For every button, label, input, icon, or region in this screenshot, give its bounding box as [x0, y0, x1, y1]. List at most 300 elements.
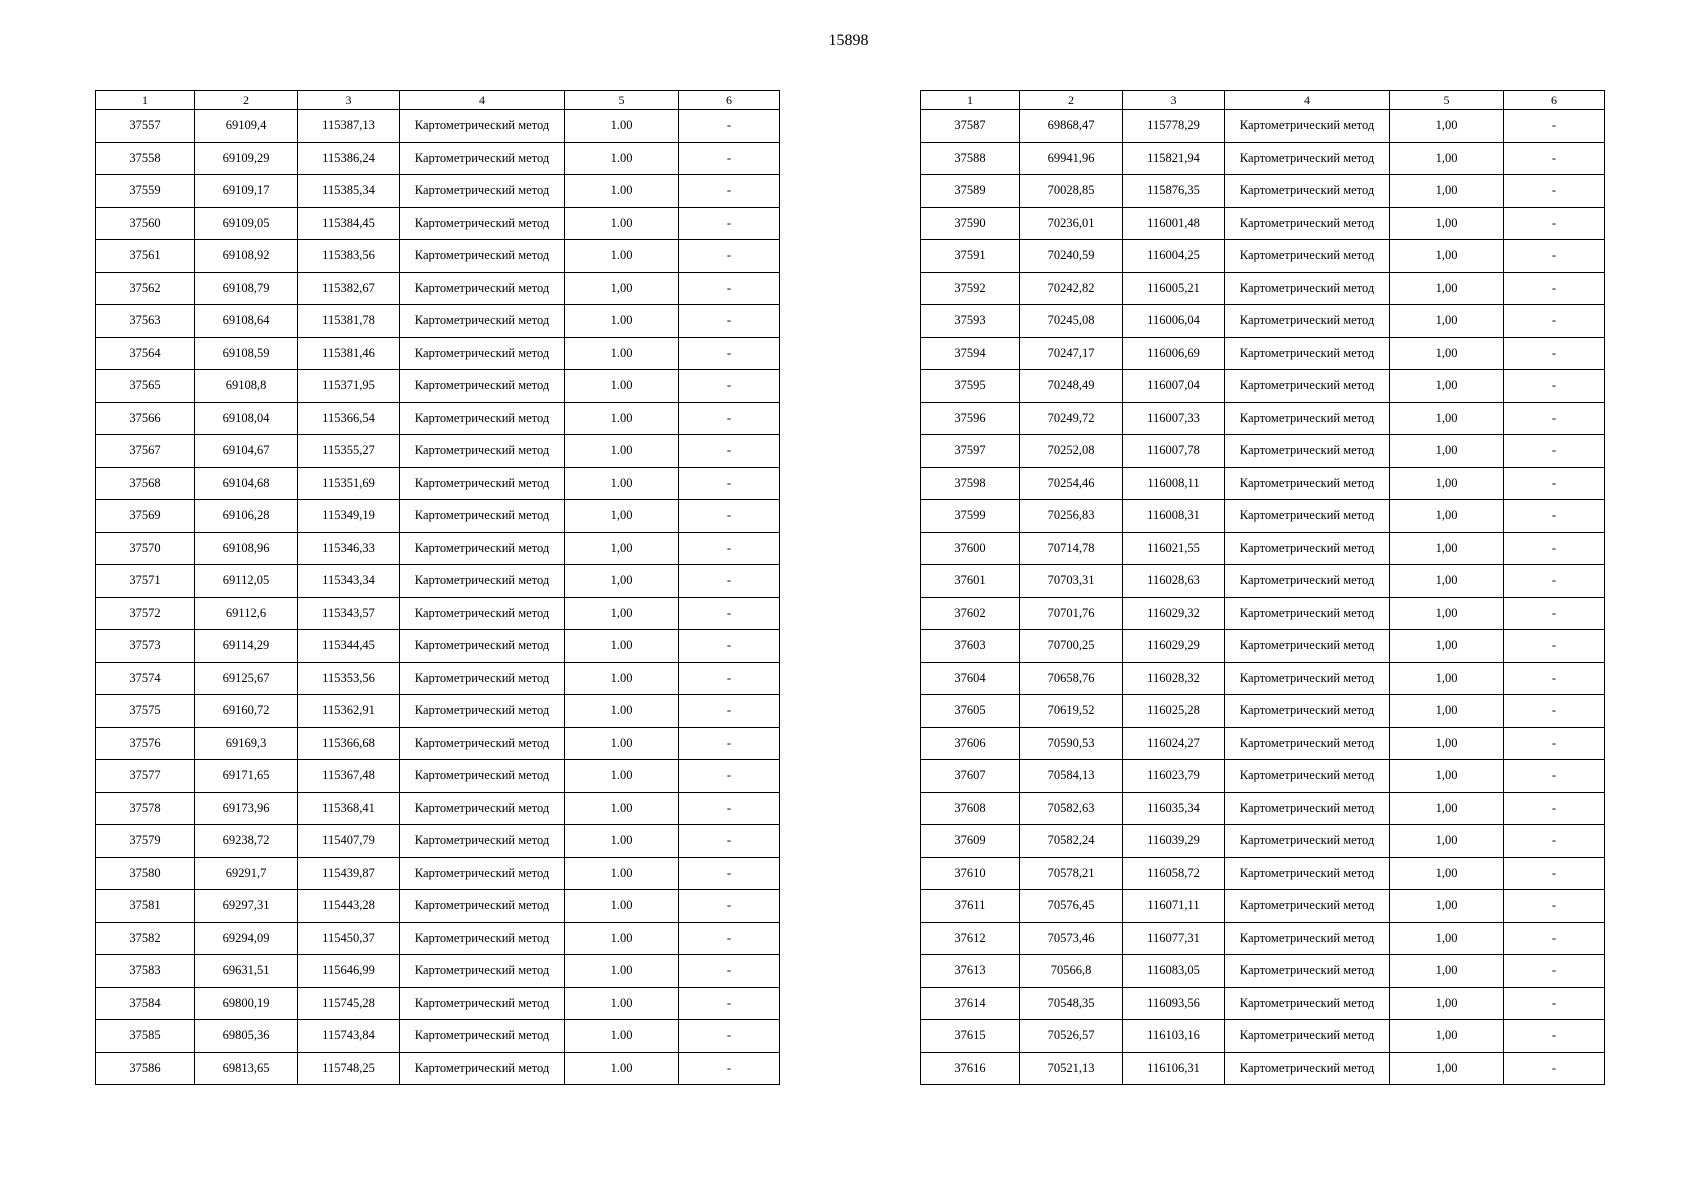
- y-coordinate-cell: 115876,35: [1123, 175, 1225, 208]
- y-coordinate-cell: 115387,13: [298, 110, 400, 143]
- point-number-cell: 37589: [921, 175, 1020, 208]
- accuracy-cell: 1.00: [565, 1052, 679, 1085]
- accuracy-cell: 1.00: [565, 890, 679, 923]
- point-number-cell: 37565: [96, 370, 195, 403]
- accuracy-cell: 1,00: [1390, 695, 1504, 728]
- accuracy-cell: 1,00: [565, 597, 679, 630]
- accuracy-cell: 1,00: [1390, 500, 1504, 533]
- table-row: [96, 175, 780, 208]
- description-cell: -: [1504, 662, 1605, 695]
- accuracy-cell: 1.00: [565, 305, 679, 338]
- method-cell: Картометрический метод: [400, 987, 565, 1020]
- description-cell: -: [1504, 597, 1605, 630]
- x-coordinate-cell: 70658,76: [1020, 662, 1123, 695]
- x-coordinate-cell: 70619,52: [1020, 695, 1123, 728]
- description-cell: -: [679, 857, 780, 890]
- accuracy-cell: 1,00: [1390, 240, 1504, 273]
- description-cell: -: [679, 597, 780, 630]
- method-cell: Картометрический метод: [400, 1052, 565, 1085]
- method-cell: Картометрический метод: [1225, 857, 1390, 890]
- x-coordinate-cell: 69108,8: [195, 370, 298, 403]
- table-row: [96, 922, 780, 955]
- accuracy-cell: 1.00: [565, 987, 679, 1020]
- description-cell: -: [679, 630, 780, 663]
- method-cell: Картометрический метод: [400, 207, 565, 240]
- x-coordinate-cell: 69112,05: [195, 565, 298, 598]
- description-cell: -: [679, 792, 780, 825]
- accuracy-cell: 1.00: [565, 662, 679, 695]
- method-cell: Картометрический метод: [400, 175, 565, 208]
- description-cell: -: [1504, 207, 1605, 240]
- y-coordinate-cell: 115343,34: [298, 565, 400, 598]
- point-number-cell: 37603: [921, 630, 1020, 663]
- coordinates-table-right: [920, 90, 1605, 1085]
- table-row: [96, 857, 780, 890]
- method-cell: Картометрический метод: [400, 402, 565, 435]
- y-coordinate-cell: 116093,56: [1123, 987, 1225, 1020]
- x-coordinate-cell: 69805,36: [195, 1020, 298, 1053]
- y-coordinate-cell: 116077,31: [1123, 922, 1225, 955]
- table-row: [96, 1052, 780, 1085]
- method-cell: Картометрический метод: [1225, 1052, 1390, 1085]
- y-coordinate-cell: 116007,78: [1123, 435, 1225, 468]
- x-coordinate-cell: 69294,09: [195, 922, 298, 955]
- point-number-cell: 37568: [96, 467, 195, 500]
- x-coordinate-cell: 70028,85: [1020, 175, 1123, 208]
- description-cell: -: [679, 467, 780, 500]
- x-coordinate-cell: 69238,72: [195, 825, 298, 858]
- description-cell: -: [679, 240, 780, 273]
- accuracy-cell: 1,00: [1390, 402, 1504, 435]
- x-coordinate-cell: 70703,31: [1020, 565, 1123, 598]
- description-cell: -: [679, 695, 780, 728]
- table-row: [921, 467, 1605, 500]
- description-cell: -: [679, 272, 780, 305]
- method-cell: Картометрический метод: [400, 630, 565, 663]
- y-coordinate-cell: 116025,28: [1123, 695, 1225, 728]
- point-number-cell: 37597: [921, 435, 1020, 468]
- point-number-cell: 37570: [96, 532, 195, 565]
- column-header: 2: [1020, 91, 1123, 110]
- point-number-cell: 37592: [921, 272, 1020, 305]
- accuracy-cell: 1,00: [1390, 337, 1504, 370]
- description-cell: -: [1504, 825, 1605, 858]
- method-cell: Картометрический метод: [1225, 175, 1390, 208]
- x-coordinate-cell: 69108,79: [195, 272, 298, 305]
- description-cell: -: [1504, 792, 1605, 825]
- y-coordinate-cell: 115346,33: [298, 532, 400, 565]
- point-number-cell: 37564: [96, 337, 195, 370]
- method-cell: Картометрический метод: [400, 890, 565, 923]
- description-cell: -: [679, 825, 780, 858]
- method-cell: Картометрический метод: [400, 760, 565, 793]
- y-coordinate-cell: 115381,46: [298, 337, 400, 370]
- description-cell: -: [679, 955, 780, 988]
- x-coordinate-cell: 69109,17: [195, 175, 298, 208]
- description-cell: -: [1504, 565, 1605, 598]
- point-number-cell: 37590: [921, 207, 1020, 240]
- method-cell: Картометрический метод: [1225, 630, 1390, 663]
- point-number-cell: 37588: [921, 142, 1020, 175]
- column-header: 5: [565, 91, 679, 110]
- table-row: [96, 305, 780, 338]
- y-coordinate-cell: 115353,56: [298, 662, 400, 695]
- table-row: [921, 110, 1605, 143]
- table-row: [921, 890, 1605, 923]
- method-cell: Картометрический метод: [400, 337, 565, 370]
- point-number-cell: 37576: [96, 727, 195, 760]
- point-number-cell: 37580: [96, 857, 195, 890]
- accuracy-cell: 1,00: [565, 272, 679, 305]
- description-cell: -: [679, 662, 780, 695]
- point-number-cell: 37600: [921, 532, 1020, 565]
- method-cell: Картометрический метод: [400, 272, 565, 305]
- y-coordinate-cell: 116024,27: [1123, 727, 1225, 760]
- x-coordinate-cell: 70247,17: [1020, 337, 1123, 370]
- method-cell: Картометрический метод: [1225, 792, 1390, 825]
- point-number-cell: 37572: [96, 597, 195, 630]
- column-header: 4: [400, 91, 565, 110]
- description-cell: -: [679, 1020, 780, 1053]
- x-coordinate-cell: 69104,67: [195, 435, 298, 468]
- accuracy-cell: 1.00: [565, 760, 679, 793]
- point-number-cell: 37561: [96, 240, 195, 273]
- accuracy-cell: 1.00: [565, 695, 679, 728]
- table-row: [921, 532, 1605, 565]
- x-coordinate-cell: 70700,25: [1020, 630, 1123, 663]
- method-cell: Картометрический метод: [400, 597, 565, 630]
- method-cell: Картометрический метод: [1225, 760, 1390, 793]
- accuracy-cell: 1,00: [1390, 922, 1504, 955]
- table-row: [96, 890, 780, 923]
- method-cell: Картометрический метод: [400, 110, 565, 143]
- y-coordinate-cell: 115821,94: [1123, 142, 1225, 175]
- accuracy-cell: 1.00: [565, 955, 679, 988]
- point-number-cell: 37615: [921, 1020, 1020, 1053]
- table-header-row: [96, 91, 780, 110]
- x-coordinate-cell: 69800,19: [195, 987, 298, 1020]
- table-row: [921, 500, 1605, 533]
- x-coordinate-cell: 70576,45: [1020, 890, 1123, 923]
- method-cell: Картометрический метод: [400, 792, 565, 825]
- x-coordinate-cell: 70249,72: [1020, 402, 1123, 435]
- x-coordinate-cell: 70248,49: [1020, 370, 1123, 403]
- accuracy-cell: 1,00: [1390, 305, 1504, 338]
- accuracy-cell: 1,00: [1390, 1020, 1504, 1053]
- method-cell: Картометрический метод: [1225, 435, 1390, 468]
- y-coordinate-cell: 116029,32: [1123, 597, 1225, 630]
- description-cell: -: [1504, 435, 1605, 468]
- description-cell: -: [679, 337, 780, 370]
- description-cell: -: [679, 110, 780, 143]
- description-cell: -: [679, 175, 780, 208]
- point-number-cell: 37559: [96, 175, 195, 208]
- x-coordinate-cell: 70582,63: [1020, 792, 1123, 825]
- method-cell: Картометрический метод: [400, 532, 565, 565]
- x-coordinate-cell: 70566,8: [1020, 955, 1123, 988]
- method-cell: Картометрический метод: [1225, 565, 1390, 598]
- y-coordinate-cell: 116071,11: [1123, 890, 1225, 923]
- column-header: 1: [96, 91, 195, 110]
- point-number-cell: 37573: [96, 630, 195, 663]
- point-number-cell: 37571: [96, 565, 195, 598]
- accuracy-cell: 1,00: [565, 532, 679, 565]
- accuracy-cell: 1,00: [1390, 207, 1504, 240]
- y-coordinate-cell: 116029,29: [1123, 630, 1225, 663]
- x-coordinate-cell: 69109,29: [195, 142, 298, 175]
- y-coordinate-cell: 115349,19: [298, 500, 400, 533]
- y-coordinate-cell: 116007,33: [1123, 402, 1225, 435]
- description-cell: -: [1504, 1020, 1605, 1053]
- y-coordinate-cell: 116005,21: [1123, 272, 1225, 305]
- point-number-cell: 37557: [96, 110, 195, 143]
- method-cell: Картометрический метод: [400, 857, 565, 890]
- table-row: [921, 727, 1605, 760]
- accuracy-cell: 1,00: [1390, 1052, 1504, 1085]
- point-number-cell: 37591: [921, 240, 1020, 273]
- point-number-cell: 37583: [96, 955, 195, 988]
- method-cell: Картометрический метод: [400, 305, 565, 338]
- table-row: [921, 337, 1605, 370]
- x-coordinate-cell: 70236,01: [1020, 207, 1123, 240]
- point-number-cell: 37601: [921, 565, 1020, 598]
- method-cell: Картометрический метод: [400, 142, 565, 175]
- point-number-cell: 37585: [96, 1020, 195, 1053]
- y-coordinate-cell: 116023,79: [1123, 760, 1225, 793]
- x-coordinate-cell: 69631,51: [195, 955, 298, 988]
- table-row: [96, 207, 780, 240]
- table-row: [96, 955, 780, 988]
- y-coordinate-cell: 116058,72: [1123, 857, 1225, 890]
- x-coordinate-cell: 69297,31: [195, 890, 298, 923]
- x-coordinate-cell: 70521,13: [1020, 1052, 1123, 1085]
- x-coordinate-cell: 70242,82: [1020, 272, 1123, 305]
- y-coordinate-cell: 116004,25: [1123, 240, 1225, 273]
- point-number-cell: 37609: [921, 825, 1020, 858]
- description-cell: -: [679, 500, 780, 533]
- y-coordinate-cell: 115383,56: [298, 240, 400, 273]
- page-number: 15898: [828, 32, 869, 49]
- point-number-cell: 37605: [921, 695, 1020, 728]
- method-cell: Картометрический метод: [1225, 467, 1390, 500]
- x-coordinate-cell: 69125,67: [195, 662, 298, 695]
- point-number-cell: 37610: [921, 857, 1020, 890]
- accuracy-cell: 1.00: [565, 240, 679, 273]
- description-cell: -: [679, 760, 780, 793]
- x-coordinate-cell: 69169,3: [195, 727, 298, 760]
- table-row: [96, 565, 780, 598]
- point-number-cell: 37578: [96, 792, 195, 825]
- accuracy-cell: 1,00: [1390, 597, 1504, 630]
- x-coordinate-cell: 70584,13: [1020, 760, 1123, 793]
- accuracy-cell: 1.00: [565, 402, 679, 435]
- table-row: [96, 142, 780, 175]
- y-coordinate-cell: 115371,95: [298, 370, 400, 403]
- table-row: [96, 662, 780, 695]
- x-coordinate-cell: 70714,78: [1020, 532, 1123, 565]
- accuracy-cell: 1,00: [1390, 825, 1504, 858]
- accuracy-cell: 1,00: [1390, 727, 1504, 760]
- x-coordinate-cell: 69173,96: [195, 792, 298, 825]
- description-cell: -: [679, 565, 780, 598]
- description-cell: -: [1504, 727, 1605, 760]
- description-cell: -: [679, 370, 780, 403]
- point-number-cell: 37595: [921, 370, 1020, 403]
- method-cell: Картометрический метод: [400, 922, 565, 955]
- table-row: [921, 175, 1605, 208]
- y-coordinate-cell: 116106,31: [1123, 1052, 1225, 1085]
- table-row: [96, 402, 780, 435]
- method-cell: Картометрический метод: [400, 955, 565, 988]
- y-coordinate-cell: 116028,63: [1123, 565, 1225, 598]
- table-row: [921, 597, 1605, 630]
- y-coordinate-cell: 115778,29: [1123, 110, 1225, 143]
- description-cell: -: [1504, 272, 1605, 305]
- table-row: [96, 532, 780, 565]
- table-row: [96, 987, 780, 1020]
- accuracy-cell: 1,00: [1390, 760, 1504, 793]
- point-number-cell: 37567: [96, 435, 195, 468]
- point-number-cell: 37612: [921, 922, 1020, 955]
- description-cell: -: [679, 142, 780, 175]
- point-number-cell: 37593: [921, 305, 1020, 338]
- x-coordinate-cell: 69108,64: [195, 305, 298, 338]
- y-coordinate-cell: 116008,31: [1123, 500, 1225, 533]
- description-cell: -: [679, 532, 780, 565]
- y-coordinate-cell: 116006,04: [1123, 305, 1225, 338]
- table-row: [921, 565, 1605, 598]
- description-cell: -: [679, 987, 780, 1020]
- point-number-cell: 37560: [96, 207, 195, 240]
- method-cell: Картометрический метод: [400, 370, 565, 403]
- method-cell: Картометрический метод: [1225, 532, 1390, 565]
- x-coordinate-cell: 70578,21: [1020, 857, 1123, 890]
- point-number-cell: 37586: [96, 1052, 195, 1085]
- accuracy-cell: 1,00: [1390, 532, 1504, 565]
- accuracy-cell: 1,00: [1390, 435, 1504, 468]
- column-header: 3: [1123, 91, 1225, 110]
- point-number-cell: 37614: [921, 987, 1020, 1020]
- description-cell: -: [679, 207, 780, 240]
- table-row: [921, 402, 1605, 435]
- y-coordinate-cell: 115367,48: [298, 760, 400, 793]
- table-body-left: [96, 110, 780, 1085]
- point-number-cell: 37587: [921, 110, 1020, 143]
- accuracy-cell: 1.00: [565, 370, 679, 403]
- method-cell: Картометрический метод: [1225, 402, 1390, 435]
- accuracy-cell: 1.00: [565, 467, 679, 500]
- y-coordinate-cell: 115382,67: [298, 272, 400, 305]
- method-cell: Картометрический метод: [1225, 207, 1390, 240]
- y-coordinate-cell: 116039,29: [1123, 825, 1225, 858]
- point-number-cell: 37607: [921, 760, 1020, 793]
- point-number-cell: 37594: [921, 337, 1020, 370]
- method-cell: Картометрический метод: [1225, 337, 1390, 370]
- description-cell: -: [1504, 240, 1605, 273]
- y-coordinate-cell: 115743,84: [298, 1020, 400, 1053]
- accuracy-cell: 1,00: [1390, 110, 1504, 143]
- table-row: [921, 955, 1605, 988]
- y-coordinate-cell: 115384,45: [298, 207, 400, 240]
- point-number-cell: 37569: [96, 500, 195, 533]
- method-cell: Картометрический метод: [1225, 240, 1390, 273]
- y-coordinate-cell: 116035,34: [1123, 792, 1225, 825]
- accuracy-cell: 1.00: [565, 857, 679, 890]
- point-number-cell: 37566: [96, 402, 195, 435]
- table-row: [921, 1020, 1605, 1053]
- method-cell: Картометрический метод: [400, 500, 565, 533]
- description-cell: -: [679, 1052, 780, 1085]
- description-cell: -: [1504, 110, 1605, 143]
- x-coordinate-cell: 69109,4: [195, 110, 298, 143]
- x-coordinate-cell: 69813,65: [195, 1052, 298, 1085]
- description-cell: -: [1504, 305, 1605, 338]
- table-row: [96, 630, 780, 663]
- column-header: 6: [1504, 91, 1605, 110]
- x-coordinate-cell: 69108,04: [195, 402, 298, 435]
- method-cell: Картометрический метод: [1225, 662, 1390, 695]
- method-cell: Картометрический метод: [1225, 597, 1390, 630]
- accuracy-cell: 1,00: [1390, 630, 1504, 663]
- method-cell: Картометрический метод: [1225, 370, 1390, 403]
- accuracy-cell: 1,00: [1390, 890, 1504, 923]
- method-cell: Картометрический метод: [1225, 825, 1390, 858]
- description-cell: -: [1504, 500, 1605, 533]
- method-cell: Картометрический метод: [400, 565, 565, 598]
- description-cell: -: [679, 435, 780, 468]
- table-row: [96, 467, 780, 500]
- point-number-cell: 37577: [96, 760, 195, 793]
- point-number-cell: 37563: [96, 305, 195, 338]
- method-cell: Картометрический метод: [400, 240, 565, 273]
- y-coordinate-cell: 115343,57: [298, 597, 400, 630]
- table-row: [921, 760, 1605, 793]
- accuracy-cell: 1,00: [1390, 955, 1504, 988]
- accuracy-cell: 1.00: [565, 630, 679, 663]
- description-cell: -: [1504, 402, 1605, 435]
- x-coordinate-cell: 70582,24: [1020, 825, 1123, 858]
- description-cell: -: [1504, 370, 1605, 403]
- x-coordinate-cell: 70245,08: [1020, 305, 1123, 338]
- method-cell: Картометрический метод: [1225, 500, 1390, 533]
- x-coordinate-cell: 69104,68: [195, 467, 298, 500]
- y-coordinate-cell: 115351,69: [298, 467, 400, 500]
- y-coordinate-cell: 115646,99: [298, 955, 400, 988]
- description-cell: -: [1504, 142, 1605, 175]
- x-coordinate-cell: 69114,29: [195, 630, 298, 663]
- column-header: 6: [679, 91, 780, 110]
- table-row: [96, 727, 780, 760]
- point-number-cell: 37613: [921, 955, 1020, 988]
- description-cell: -: [679, 727, 780, 760]
- table-row: [921, 142, 1605, 175]
- accuracy-cell: 1,00: [1390, 792, 1504, 825]
- description-cell: -: [679, 305, 780, 338]
- table-row: [96, 825, 780, 858]
- point-number-cell: 37602: [921, 597, 1020, 630]
- x-coordinate-cell: 69941,96: [1020, 142, 1123, 175]
- table-header-row: [921, 91, 1605, 110]
- y-coordinate-cell: 116006,69: [1123, 337, 1225, 370]
- accuracy-cell: 1.00: [565, 792, 679, 825]
- table-row: [96, 435, 780, 468]
- y-coordinate-cell: 115366,68: [298, 727, 400, 760]
- description-cell: -: [1504, 175, 1605, 208]
- y-coordinate-cell: 115344,45: [298, 630, 400, 663]
- table-row: [96, 272, 780, 305]
- y-coordinate-cell: 115366,54: [298, 402, 400, 435]
- table-row: [921, 272, 1605, 305]
